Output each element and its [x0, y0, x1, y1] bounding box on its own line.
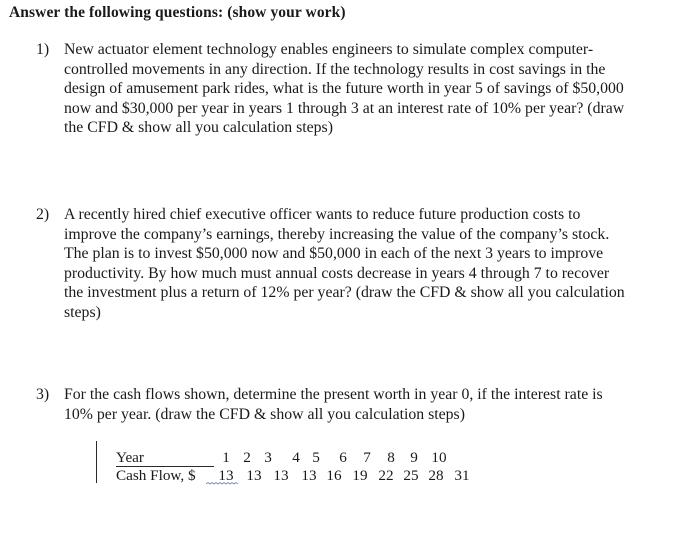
- year-cell: 4: [292, 449, 300, 466]
- header-underline: [116, 466, 214, 467]
- cash-flow-cell: 13: [273, 467, 289, 484]
- question-line: New actuator element technology enables engineers to simulate complex computer-: [64, 41, 594, 58]
- year-cell: 8: [387, 449, 395, 466]
- question-line: design of amusement park rides, what is the future worth in year 5 of savings of $50,000: [64, 80, 624, 98]
- question-line: For the cash flows shown, determine the present worth in year 0, if the interest rate is: [64, 386, 603, 403]
- year-cell: 5: [312, 449, 320, 466]
- table-divider: [96, 441, 97, 483]
- cash-flow-cell: 13: [246, 467, 262, 484]
- question-line: The plan is to invest $50,000 now and $50,000 in each of the next 3 years to improve: [64, 245, 604, 263]
- question-text: [64, 205, 696, 323]
- question-line: productivity. By how much must annual costs decrease in years 4 through 7 to recover: [64, 264, 610, 282]
- year-cell: 3: [264, 449, 272, 466]
- cash-flow-cell: 28: [428, 467, 444, 484]
- question-number: 1): [36, 41, 50, 58]
- cash-flow-cell: 16: [326, 467, 342, 484]
- year-cell: 10: [431, 449, 447, 466]
- cash-flow-label: Cash Flow, $: [116, 467, 196, 484]
- question-line: now and $30,000 per year in years 1 through 3 at an interest rate of 10% per year? (draw: [64, 99, 625, 117]
- cash-flow-cell: 25: [403, 467, 419, 484]
- question-line: the investment plus a return of 12% per year? (draw the CFD & show all you calculation: [64, 284, 625, 302]
- year-cell: 9: [410, 449, 418, 466]
- page-heading: Answer the following questions: (show your work): [9, 4, 346, 21]
- question-text: [64, 40, 696, 138]
- cash-flow-cell: 31: [454, 467, 470, 484]
- question-line: steps): [64, 303, 101, 321]
- year-label: Year: [116, 449, 144, 466]
- year-cell: 6: [339, 449, 347, 466]
- cash-flow-cell: 19: [352, 467, 368, 484]
- question-line: A recently hired chief executive officer wants to reduce future production costs to: [64, 206, 581, 223]
- year-cell: 7: [363, 449, 371, 466]
- question-number: 2): [36, 206, 50, 223]
- year-cell: 1: [222, 449, 230, 466]
- question-line: controlled movements in any direction. If the technology results in cost savings in the: [64, 60, 606, 78]
- year-cell: 2: [243, 449, 251, 466]
- question-text: [64, 385, 696, 424]
- spellcheck-squiggle: [206, 482, 238, 485]
- question-line: 10% per year. (draw the CFD & show all you calculation steps): [64, 405, 465, 423]
- cash-flow-cell: 22: [378, 467, 394, 484]
- cash-flow-cell: 13: [301, 467, 317, 484]
- question-number: 3): [36, 386, 50, 403]
- question-line: the CFD & show all you calculation steps): [64, 119, 333, 137]
- question-line: improve the company’s earnings, thereby increasing the value of the company’s stock.: [64, 225, 610, 243]
- cash-flow-cell: 13: [218, 467, 234, 484]
